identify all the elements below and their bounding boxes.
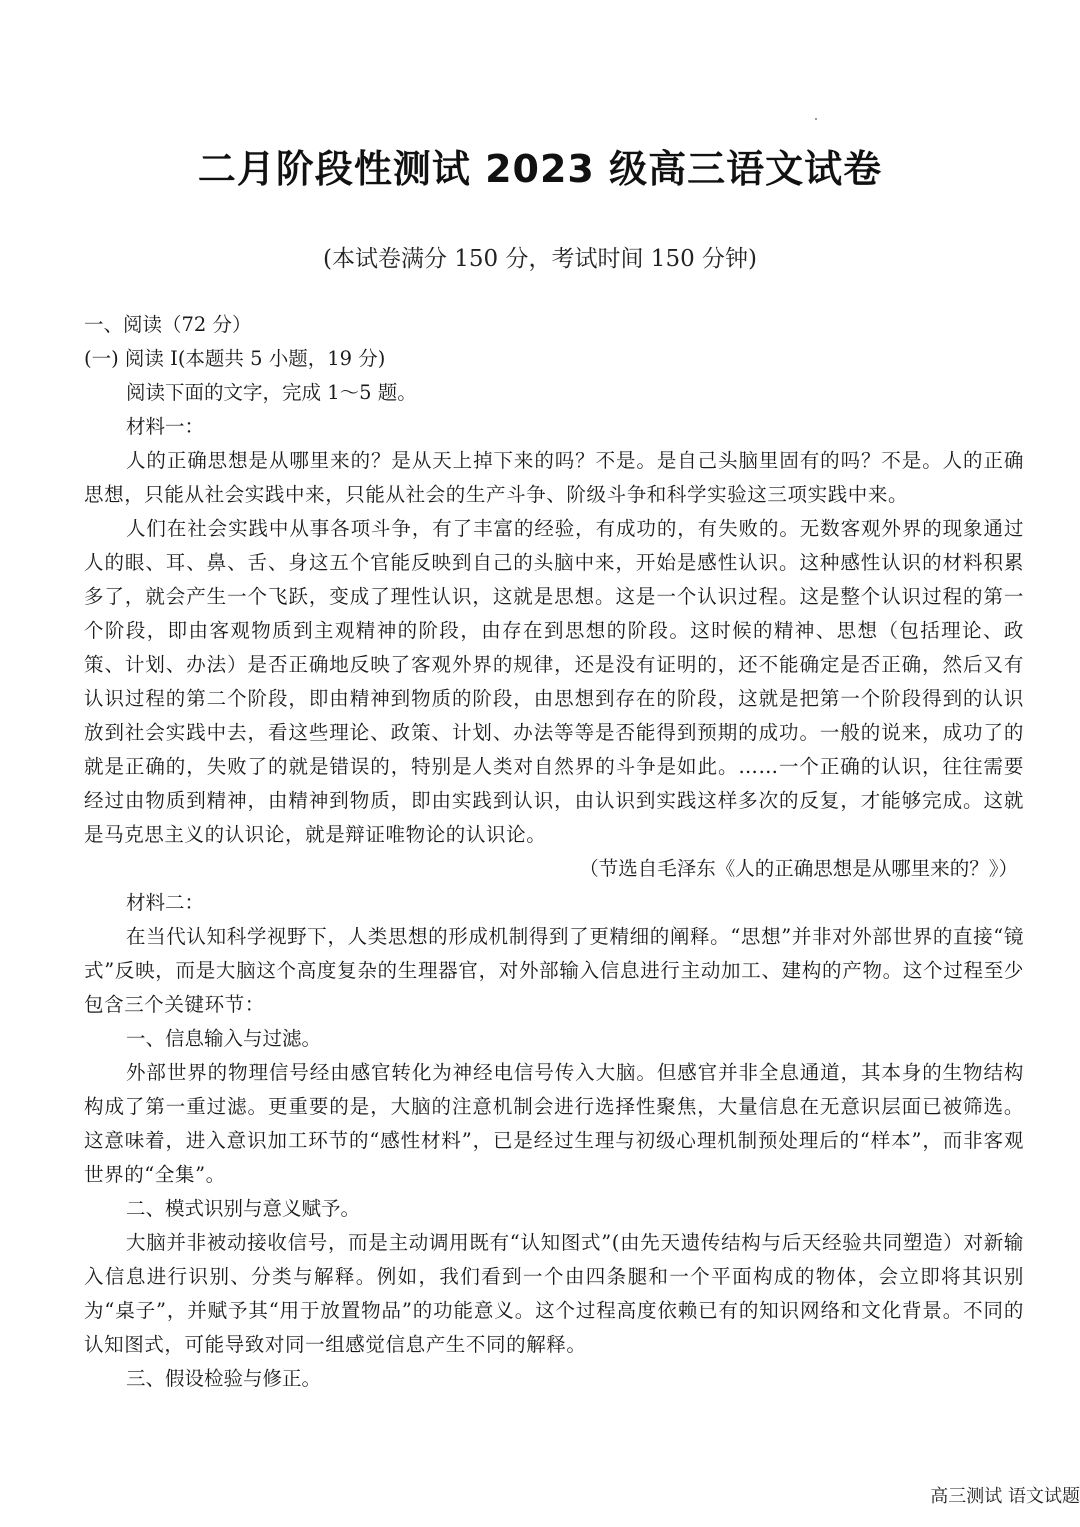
step1-title: 一、信息输入与过滤。 xyxy=(126,1027,322,1050)
reading-instruction: 阅读下面的文字，完成 1～5 题。 xyxy=(126,381,417,404)
page-footer: 高三测试 语文试题 xyxy=(930,1486,1080,1507)
section-heading: 一、阅读（72 分） xyxy=(84,313,252,336)
step3-title: 三、假设检验与修正。 xyxy=(126,1367,322,1390)
exam-title: 二月阶段性测试 2023 级高三语文试卷 xyxy=(197,147,883,191)
material1-label: 材料一： xyxy=(126,415,205,438)
step2-title: 二、模式识别与意义赋予。 xyxy=(126,1197,361,1220)
material1-source: （节选自毛泽东《人的正确思想是从哪里来的？》） xyxy=(579,857,1018,880)
step1-text: 外部世界的物理信号经由感官转化为神经电信号传入大脑。但感官并非全息通道，其本身的生物结构构成了第一重过滤。更重要的是，大脑的注意机制会进行选择性聚焦，大量信息在无意识层面已被筛选。这意味着，进入意识加工环节的“感性材料”，已是经过生理与初级心理机制预处理后的“样本”，而非客观世界的“全集”。 xyxy=(84,1061,1024,1186)
exam-body xyxy=(84,308,1024,1396)
sub-section-heading: (一) 阅读 I(本题共 5 小题，19 分) xyxy=(84,347,386,370)
material2-intro: 在当代认知科学视野下，人类思想的形成机制得到了更精细的阐释。“思想”并非对外部世界的直接“镜式”反映，而是大脑这个高度复杂的生理器官，对外部输入信息进行主动加工、建构的产物。这个过程至少包含三个关键环节： xyxy=(84,925,1024,1016)
exam-subtitle: (本试卷满分 150 分，考试时间 150 分钟) xyxy=(323,246,757,272)
step2-text: 大脑并非被动接收信号，而是主动调用既有“认知图式”(由先天遗传结构与后天经验共同塑造）对新输入信息进行识别、分类与解释。例如，我们看到一个由四条腿和一个平面构成的物体，会立即将其识别为“桌子”，并赋予其“用于放置物品”的功能意义。这个过程高度依赖已有的知识网络和文化背景。不同的认知图式，可能导致对同一组感觉信息产生不同的解释。 xyxy=(84,1231,1024,1356)
material1-paragraph-2: 人们在社会实践中从事各项斗争，有了丰富的经验，有成功的，有失败的。无数客观外界的现象通过人的眼、耳、鼻、舌、身这五个官能反映到自己的头脑中来，开始是感性认识。这种感性认识的材料积累多了，就会产生一个飞跃，变成了理性认识，这就是思想。这是一个认识过程。这是整个认识过程的第一个阶段，即由客观物质到主观精神的阶段，由存在到思想的阶段。这时候的精神、思想（包括理论、政策、计划、办法）是否正确地反映了客观外界的规律，还是没有证明的，还不能确定是否正确，然后又有认识过程的第二个阶段，即由精神到物质的阶段，由思想到存在的阶段，这就是把第一个阶段得到的认识放到社会实践中去，看这些理论、政策、计划、办法等等是否能得到预期的成功。一般的说来，成功了的就是正确的，失败了的就是错误的，特别是人类对自然界的斗争是如此。……一个正确的认识，往往需要经过由物质到精神，由精神到物质，即由实践到认识，由认识到实践这样多次的反复，才能够完成。这就是马克思主义的认识论，就是辩证唯物论的认识论。 xyxy=(84,517,1024,846)
material2-label: 材料二： xyxy=(126,891,205,914)
material1-paragraph-1: 人的正确思想是从哪里来的？是从天上掉下来的吗？不是。是自己头脑里固有的吗？不是。人的正确思想，只能从社会实践中来，只能从社会的生产斗争、阶级斗争和科学实验这三项实践中来。 xyxy=(84,449,1024,506)
scan-speck xyxy=(815,118,817,120)
